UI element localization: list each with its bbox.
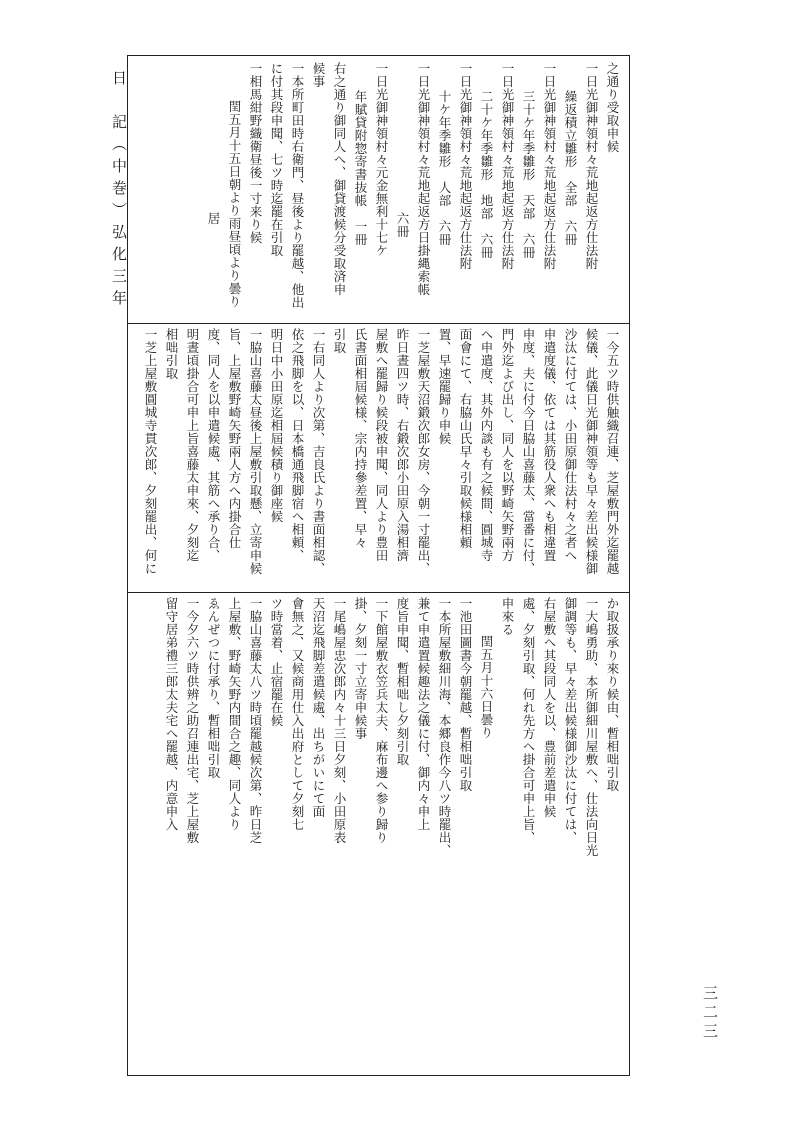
text-column: 面會にて、右脇山氏早々引取候様相頼 [458, 328, 473, 549]
text-column: 相咄引取 [164, 328, 179, 380]
text-column: 上屋敷、野崎矢野内間合之趣、同人より [227, 597, 242, 831]
text-column: 門外迄よび出し、同人を以野崎矢野兩方 [500, 328, 515, 562]
text-column: に付其段申聞、七ツ時迄罷在引取 [269, 62, 284, 257]
text-column: 候事 [311, 62, 326, 88]
tier-middle [134, 328, 622, 587]
text-column: 一芝上屋敷圓城寺貫次郎、夕刻罷出、何に [143, 328, 158, 575]
text-column: 沙汰に付ては、小田原御仕法村々之者へ [563, 328, 578, 562]
text-column: 一日光御神領村々荒地起返方仕法附 [542, 62, 557, 270]
text-column: 一下館屋敷衣笠兵太夫、麻布邊へ参り歸り [374, 597, 389, 844]
text-column: 度、同人を以申遣候處、其筋へ承り合、 [206, 328, 221, 562]
date-heading: 閏五月十六日曇り [479, 635, 494, 739]
text-column: ゑんぜつに付承り、暫相咄引取 [206, 597, 221, 779]
text-column: 一日光御神領村々荒地起返方仕法附 [584, 62, 599, 270]
text-column: 六冊 [395, 212, 410, 238]
text-column: 一日光御神領村々荒地起返方仕法附 [458, 62, 473, 270]
text-column: 置、早速罷歸り申候 [437, 328, 452, 445]
text-column: 氏書面相屆候様、宗内持參差置、早々 [353, 328, 368, 549]
running-head: 日 記（中巻）弘化三年 [110, 70, 128, 312]
text-column: 候儀、此儀日光御神領等も早々差出候様御 [584, 328, 599, 575]
tier-lower [134, 597, 622, 1069]
text-column: 度旨申聞、暫相咄し夕刻引取 [395, 597, 410, 766]
text-column: 申來る [500, 597, 515, 636]
text-column: 一今夕六ツ時供辨之助召連出宅、芝上屋敷 [185, 597, 200, 844]
text-column: 一脇山喜藤太昼後上屋敷引取懸、立寄申候 [248, 328, 263, 575]
page-number: 三二三 [701, 985, 719, 1042]
text-column: 會無之、又候商用仕入出府として夕刻七 [290, 597, 305, 831]
text-column: 掛、夕刻一寸立寄申候事 [353, 597, 368, 740]
text-column: 之通り受取申候 [605, 62, 620, 153]
text-column: 旨、上屋敷野崎矢野兩人方へ内掛合仕 [227, 328, 242, 549]
text-column: 申度、夫に付今日脇山喜藤太、當番に付、 [521, 328, 536, 575]
text-column: 十ケ年季雛形 人部 六冊 [437, 90, 452, 246]
text-column: 居 [206, 212, 221, 225]
text-column: 右之通り御同人へ、御貸渡候分受取済申 [332, 62, 347, 296]
text-column: か取扱承り來り候由、暫相咄引取 [605, 597, 620, 792]
text-column: 一右同人より次第、吉良氏より書面相認、 [311, 328, 326, 575]
text-column: 留守居弟禮三郎太夫宅へ罷越、内意申入 [164, 597, 179, 831]
text-column: 年賦貸附惣寄書抜帳 一冊 [353, 90, 368, 246]
text-column: 一今五ツ時供触織召連、芝屋敷門外迄罷越 [605, 328, 620, 575]
text-column: 處、夕刻引取、何れ先方へ掛合可申上旨、 [521, 597, 536, 844]
text-column: ツ時當着、止宿罷在候 [269, 597, 284, 727]
text-column: 明日中小田原迄相屆候積り御座候 [269, 328, 284, 523]
text-column: 一本所町田時右衛門、昼後より罷越、他出 [290, 62, 305, 309]
tier-divider-2 [127, 592, 630, 593]
text-column: 一池田圖書今朝罷越、暫相咄引取 [458, 597, 473, 792]
text-column: 一日光御神領村々荒地起返方仕法附 [500, 62, 515, 270]
text-column: 右屋敷へ其段同人を以、豊前差遣申候 [542, 597, 557, 818]
text-column: 兼て申遣置候趣法之儀に付、御内々申上 [416, 597, 431, 831]
text-column: 御調等も、早々差出候様御沙汰に付ては、 [563, 597, 578, 844]
text-column: 明晝頃掛合可申上旨喜藤太申來、夕刻迄 [185, 328, 200, 562]
text-column: へ申遣度、其外内談も有之候間、圓城寺 [479, 328, 494, 562]
text-column: 引取 [332, 328, 347, 354]
text-column: 一日光御神領村々元金無利十七ケ [374, 62, 389, 257]
text-column: 申遣度儀、依ては其筋役人衆へも相違置 [542, 328, 557, 562]
text-column: 二十ケ年季雛形 地部 六冊 [479, 90, 494, 259]
date-heading: 閏五月十五日朝より雨昼頃より曇り [227, 100, 242, 308]
text-column: 一本所屋敷細川海、本郷良作今八ツ時罷出、 [437, 597, 452, 857]
text-column: 一相馬紺野織衛昼後一寸来り候 [248, 62, 263, 244]
text-column: 一芝屋敷天沼鍛次郎女房、今朝一寸罷出、 [416, 328, 431, 575]
text-column: 一大嶋勇助、本所御細川屋敷へ、仕法向日光 [584, 597, 599, 857]
text-column: 繰返積立雛形 全部 六冊 [563, 90, 578, 246]
tier-divider-1 [127, 323, 630, 324]
text-column: 三十ケ年季雛形 天部 六冊 [521, 90, 536, 259]
tier-upper [134, 62, 622, 318]
text-column: 昨日晝四ツ時、右鍛次郎小田原入湯相濟 [395, 328, 410, 562]
text-column: 一日光御神領村々荒地起返方日掛縄索帳 [416, 62, 431, 296]
text-column: 一尾嶋屋忠次郎内々十三日夕刻、小田原表 [332, 597, 347, 844]
text-column: 天沼迄飛脚差遣候處、出ちがいにて面 [311, 597, 326, 818]
text-column: 一脇山喜藤太八ツ時頃罷越候次第、昨日芝 [248, 597, 263, 844]
text-column: 屋敷へ罷歸り候段被申聞、同人より豊田 [374, 328, 389, 562]
text-column: 依之飛脚を以、日本橋通飛脚宿へ相頼、 [290, 328, 305, 562]
